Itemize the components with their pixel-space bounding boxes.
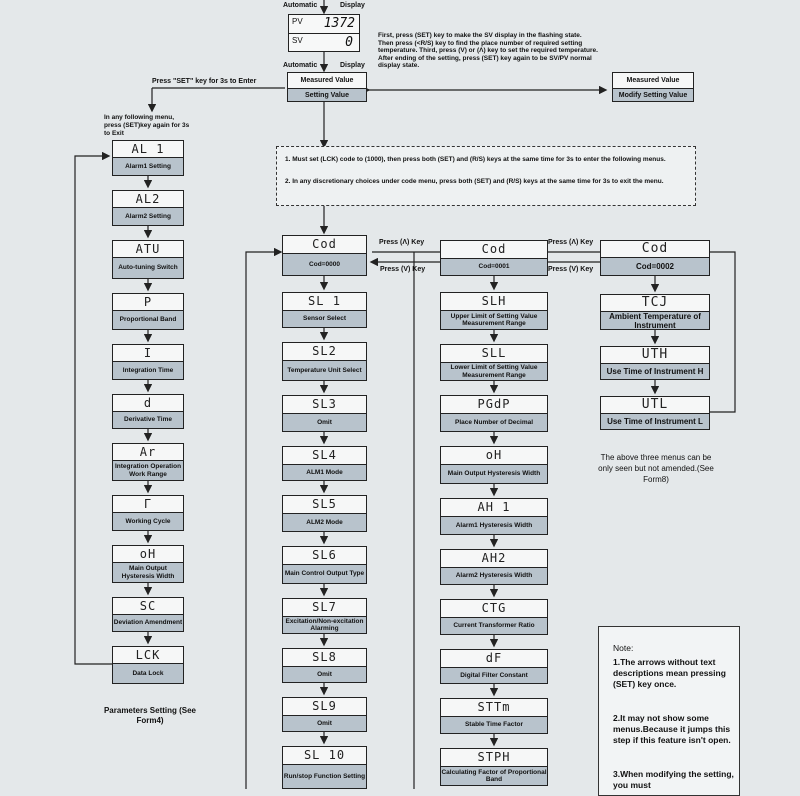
menu-label: Main Control Output Type [283, 564, 366, 583]
menu-code: Cod [312, 237, 337, 251]
menu-label: Excitation/Non-excitation Alarming [283, 616, 366, 633]
setting-value-label: Setting Value [288, 88, 366, 101]
col2-menu-box-2 [282, 342, 367, 381]
menu-label: Use Time of Instrument L [601, 413, 709, 429]
sv-label: SV [292, 36, 303, 45]
col4-menu-box-0 [600, 240, 710, 276]
press-down-key-label-1: Press (V) Key [380, 266, 426, 273]
col2-menu-box-5 [282, 495, 367, 532]
menu-label: Temperature Unit Select [283, 360, 366, 380]
col3-menu-box-7 [440, 599, 548, 635]
menu-code: CTG [481, 601, 507, 615]
menu-code: UTH [641, 347, 669, 362]
menu-label: Digital Filter Constant [441, 667, 547, 683]
col3-menu-box-2 [440, 344, 548, 381]
menu-code: SLL [481, 346, 507, 360]
col2-menu-box-10 [282, 746, 367, 789]
col1-menu-box-2 [112, 240, 184, 279]
menu-label: Use Time of Instrument H [601, 363, 709, 379]
menu-label: ALM2 Mode [283, 513, 366, 531]
menu-label: Ambient Temperature of Instrument [601, 311, 709, 329]
menu-code: STPH [477, 750, 511, 764]
col2-menu-box-9 [282, 697, 367, 732]
right-measured-label: Measured Value [626, 77, 680, 84]
measured-setting-box [287, 72, 367, 102]
menu-code: oH [485, 448, 503, 462]
menu-label: Main Output Hysteresis Width [113, 562, 183, 582]
col3-menu-box-5 [440, 498, 548, 535]
display-label-mid: Display [340, 62, 365, 69]
menu-code: LCK [135, 648, 161, 662]
menu-label: Omit [283, 413, 366, 431]
menu-code: Ar [139, 445, 157, 459]
menu-code: SL4 [312, 448, 337, 462]
menu-label: Stable Time Factor [441, 716, 547, 733]
press-up-key-label-1: Press (Λ) Key [379, 239, 425, 246]
note-box [598, 626, 740, 796]
col3-menu-box-8 [440, 649, 548, 684]
menu-code: STTm [477, 700, 511, 714]
col1-menu-box-10 [112, 646, 184, 684]
menu-label: Proportional Band [113, 310, 183, 329]
menu-label: Alarm1 Hysteresis Width [441, 516, 547, 534]
menu-label: Alarm2 Setting [113, 207, 183, 225]
menu-code: SL 1 [308, 294, 341, 308]
menu-label: Cod=0002 [601, 257, 709, 275]
col2-menu-box-8 [282, 648, 367, 683]
menu-code: SL5 [312, 497, 337, 511]
pv-sv-display [288, 14, 360, 52]
menu-code: AH 1 [477, 500, 511, 514]
col3-menu-box-9 [440, 698, 548, 734]
col2-menu-box-4 [282, 446, 367, 481]
col2-menu-box-6 [282, 546, 367, 584]
note-line-2: 2.It may not show some menus.Because it jumps this step if this feature isn't open. [613, 713, 731, 745]
menu-code: UTL [641, 397, 669, 412]
menu-label: Integration Operation Work Range [113, 460, 183, 480]
menu-label: Upper Limit of Setting Value Measurement Range [441, 310, 547, 329]
readonly-caption: The above three menus can be only seen but not amended.(See Form8) [598, 453, 714, 484]
col1-menu-box-4 [112, 344, 184, 380]
col1-menu-box-6 [112, 443, 184, 481]
col2-menu-box-7 [282, 598, 367, 634]
col4-menu-box-2 [600, 346, 710, 380]
modify-setting-box [612, 72, 694, 102]
menu-label: Current Transformer Ratio [441, 617, 547, 634]
col1-menu-box-1 [112, 190, 184, 226]
menu-label: Deviation Amendment [113, 614, 183, 631]
menu-label: Sensor Select [283, 310, 366, 327]
menu-code: SLH [481, 294, 507, 308]
press-set-enter-text: Press "SET" key for 3s to Enter [152, 78, 257, 85]
col2-menu-box-1 [282, 292, 367, 328]
col4-menu-box-1 [600, 294, 710, 330]
pv-value: 1372 [323, 16, 355, 31]
lck-note-line1: 1. Must set (LCK) code to (1000), then press both (SET) and (R/S) keys at the same time for 3s to enter the following menus. [285, 156, 666, 163]
menu-label: Main Output Hysteresis Width [441, 464, 547, 483]
menu-code: Cod [481, 242, 507, 256]
col1-menu-box-7 [112, 495, 184, 531]
menu-label: Run/stop Function Setting [283, 764, 366, 788]
menu-code: SL7 [312, 600, 337, 614]
col1-menu-box-0 [112, 140, 184, 176]
menu-code: SL2 [312, 344, 337, 358]
lck-note-line2: 2. In any discretionary choices under code menu, press both (SET) and (R/S) keys at the same time for 3s to exit the menu. [285, 178, 664, 185]
parameters-caption: Parameters Setting (See Form4) [103, 706, 197, 725]
automatic-label-top: Automatic [283, 2, 318, 9]
menu-code: P [143, 295, 153, 309]
col3-menu-box-6 [440, 549, 548, 585]
col3-menu-box-0 [440, 240, 548, 276]
menu-label: Working Cycle [113, 512, 183, 530]
col1-menu-box-3 [112, 293, 184, 330]
menu-label: Calculating Factor of Proportional Band [441, 766, 547, 785]
menu-label: Lower Limit of Setting Value Measurement Range [441, 362, 547, 380]
col1-menu-box-8 [112, 545, 184, 583]
menu-label: Omit [283, 666, 366, 682]
menu-code: oH [139, 547, 157, 561]
menu-code: AL2 [135, 192, 161, 206]
col4-menu-box-3 [600, 396, 710, 430]
col2-menu-box-0 [282, 235, 367, 276]
menu-code: Cod [641, 241, 669, 256]
menu-code: dF [485, 651, 503, 665]
col1-menu-box-9 [112, 597, 184, 632]
menu-code: d [143, 396, 153, 410]
col3-menu-box-4 [440, 446, 548, 484]
menu-label: Place Number of Decimal [441, 413, 547, 431]
note-line-3: 3.When modifying the setting, you must [613, 769, 734, 790]
menu-code: Γ [143, 497, 153, 511]
pv-label: PV [292, 17, 303, 26]
menu-code: TCJ [641, 295, 669, 310]
menu-label: Alarm1 Setting [113, 157, 183, 175]
menu-label: ALM1 Mode [283, 464, 366, 480]
menu-code: SL 10 [303, 748, 346, 762]
press-up-key-label-2: Press (Λ) Key [548, 239, 594, 246]
lck-note-box [276, 146, 696, 206]
menu-code: AL 1 [131, 142, 165, 156]
automatic-label-mid: Automatic [283, 62, 318, 69]
menu-label: Auto-tuning Switch [113, 257, 183, 278]
menu-label: Cod=0001 [441, 258, 547, 275]
note-line-1: 1.The arrows without text descriptions mean pressing (SET) key once. [613, 657, 726, 689]
menu-code: AH2 [481, 551, 507, 565]
col3-menu-box-3 [440, 395, 548, 432]
exit-note-text: In any following menu, press (SET)key again for 3s to Exit [104, 114, 190, 137]
press-down-key-label-2: Press (V) Key [548, 266, 594, 273]
col2-menu-box-3 [282, 395, 367, 432]
menu-code: PGdP [477, 397, 511, 411]
measured-value-label: Measured Value [300, 77, 354, 84]
col1-menu-box-5 [112, 394, 184, 429]
menu-code: SL8 [312, 650, 337, 664]
menu-code: SC [139, 599, 157, 613]
sv-value: 0 [345, 35, 353, 50]
modify-setting-label: Modify Setting Value [613, 88, 693, 101]
sv-instruction: First, press (SET) key to make the SV display in the flashing state. Then press (<R/S) key to find the place number of required setting temperature. Third, press (V) or (Λ) key to set the required temperature. After ending of the setting, press (SET) key again to be SV/PV normal display state. [378, 32, 598, 69]
menu-code: I [143, 346, 153, 360]
menu-code: ATU [135, 242, 161, 256]
col3-menu-box-1 [440, 292, 548, 330]
note-title: Note: [613, 643, 634, 653]
menu-label: Data Lock [113, 663, 183, 683]
menu-code: SL9 [312, 699, 337, 713]
col3-menu-box-10 [440, 748, 548, 786]
menu-label: Alarm2 Hysteresis Width [441, 567, 547, 584]
menu-label: Integration Time [113, 361, 183, 379]
menu-code: SL6 [312, 548, 337, 562]
menu-label: Omit [283, 715, 366, 731]
menu-label: Cod=0000 [283, 253, 366, 275]
menu-code: SL3 [312, 397, 337, 411]
display-label-top: Display [340, 2, 365, 9]
menu-label: Derivative Time [113, 411, 183, 428]
